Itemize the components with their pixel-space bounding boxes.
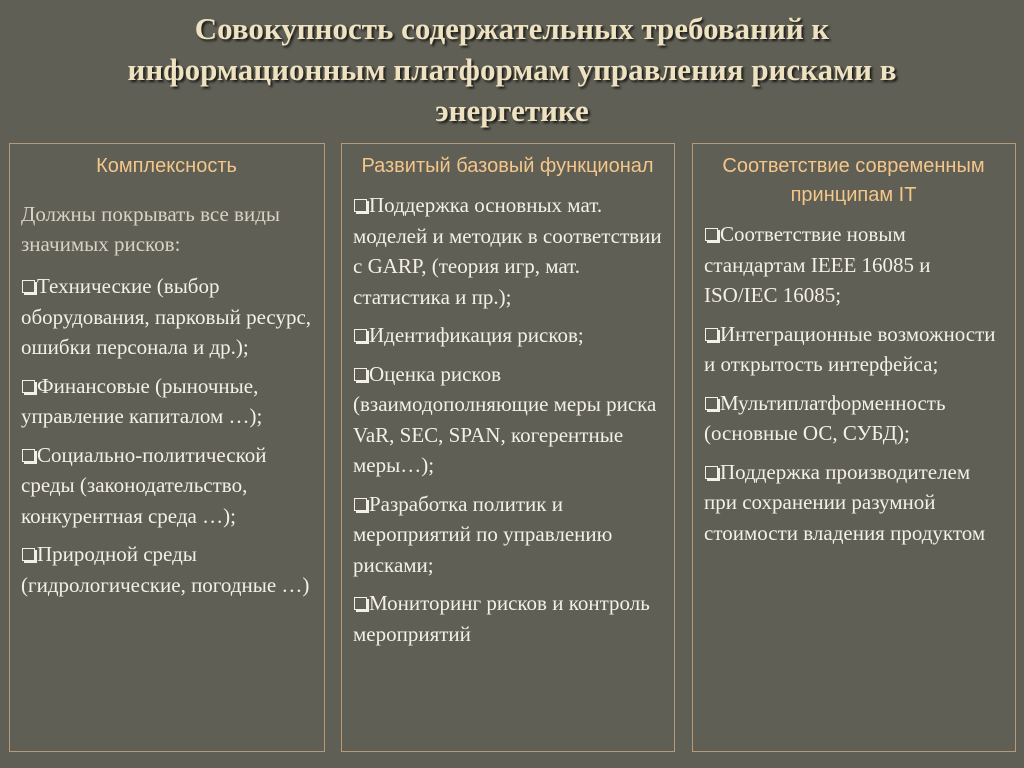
checkbox-bullet-icon [354,329,367,342]
checkbox-bullet-icon [705,328,718,341]
list-item [21,440,312,532]
list-item-text: Поддержка производителем при сохранении разумной стоимости владения продуктом [704,459,986,545]
column-heading: Соответствие современным принципам IT [722,155,985,206]
slide-title-line-3: энергетике [435,93,589,128]
list-item-text: Мониторинг рисков и контроль мероприятий [353,591,650,646]
checkbox-bullet-icon [705,466,718,479]
list-item-text: Мультиплатформенность (основные ОС, СУБД); [704,390,946,445]
list-item [353,359,662,481]
checkbox-bullet-icon [354,597,367,610]
checkbox-bullet-icon [354,498,367,511]
checkbox-bullet-icon [22,449,35,462]
column-heading: Развитый базовый функционал [361,155,654,177]
list-item [353,489,662,581]
column-heading: Комплексность [96,155,237,177]
checkbox-bullet-icon [22,548,35,561]
checkbox-bullet-icon [22,380,35,393]
list-item-text: Природной среды (гидрологические, погодные …) [21,542,310,597]
checkbox-bullet-icon [354,199,367,212]
column-intro: Должны покрывать все виды значимых рисков: [21,202,280,256]
list-item [21,539,312,600]
checkbox-bullet-icon [705,228,718,241]
slide-title [0,8,1024,131]
list-item [21,371,312,432]
slide-title-line-1: Совокупность содержательных требований к [194,11,830,46]
list-item-text: Технические (выбор оборудования, парковый ресурс, ошибки персонала и др.); [21,274,312,359]
list-item-text: Идентификация рисков; [369,323,584,347]
checkbox-bullet-icon [705,397,718,410]
list-item-text: Поддержка основных мат. моделей и методик в соответствии с GARP, (теория игр, мат. статистика и пр.); [353,193,662,309]
list-item-text: Интеграционные возможности и открытость интерфейса; [704,321,996,376]
list-item [353,588,662,649]
list-item-text: Разработка политик и мероприятий по управлению рисками; [353,491,613,577]
list-item [21,271,312,363]
list-item-text: Оценка рисков (взаимодополняющие меры риска VaR, SEC, SPAN, когерентные меры…); [353,361,657,477]
column-it-principles [692,143,1016,752]
column-base-functionality [341,143,675,752]
checkbox-bullet-icon [22,280,35,293]
slide-title-line-2: информационным платформам управления рисками в [127,52,897,87]
list-item [353,190,662,312]
list-item [704,319,1003,380]
checkbox-bullet-icon [354,368,367,381]
list-item-text: Соответствие новым стандартам IEEE 16085 и ISO/IEC 16085; [704,222,931,307]
column-complexity [9,143,325,752]
list-item [353,320,662,351]
list-item-text: Финансовые (рыночные, управление капиталом …); [21,373,263,428]
list-item [704,388,1003,449]
list-item [704,457,1003,549]
list-item-text: Социально-политической среды (законодательство, конкурентная среда …); [21,442,267,528]
list-item [704,219,1003,311]
